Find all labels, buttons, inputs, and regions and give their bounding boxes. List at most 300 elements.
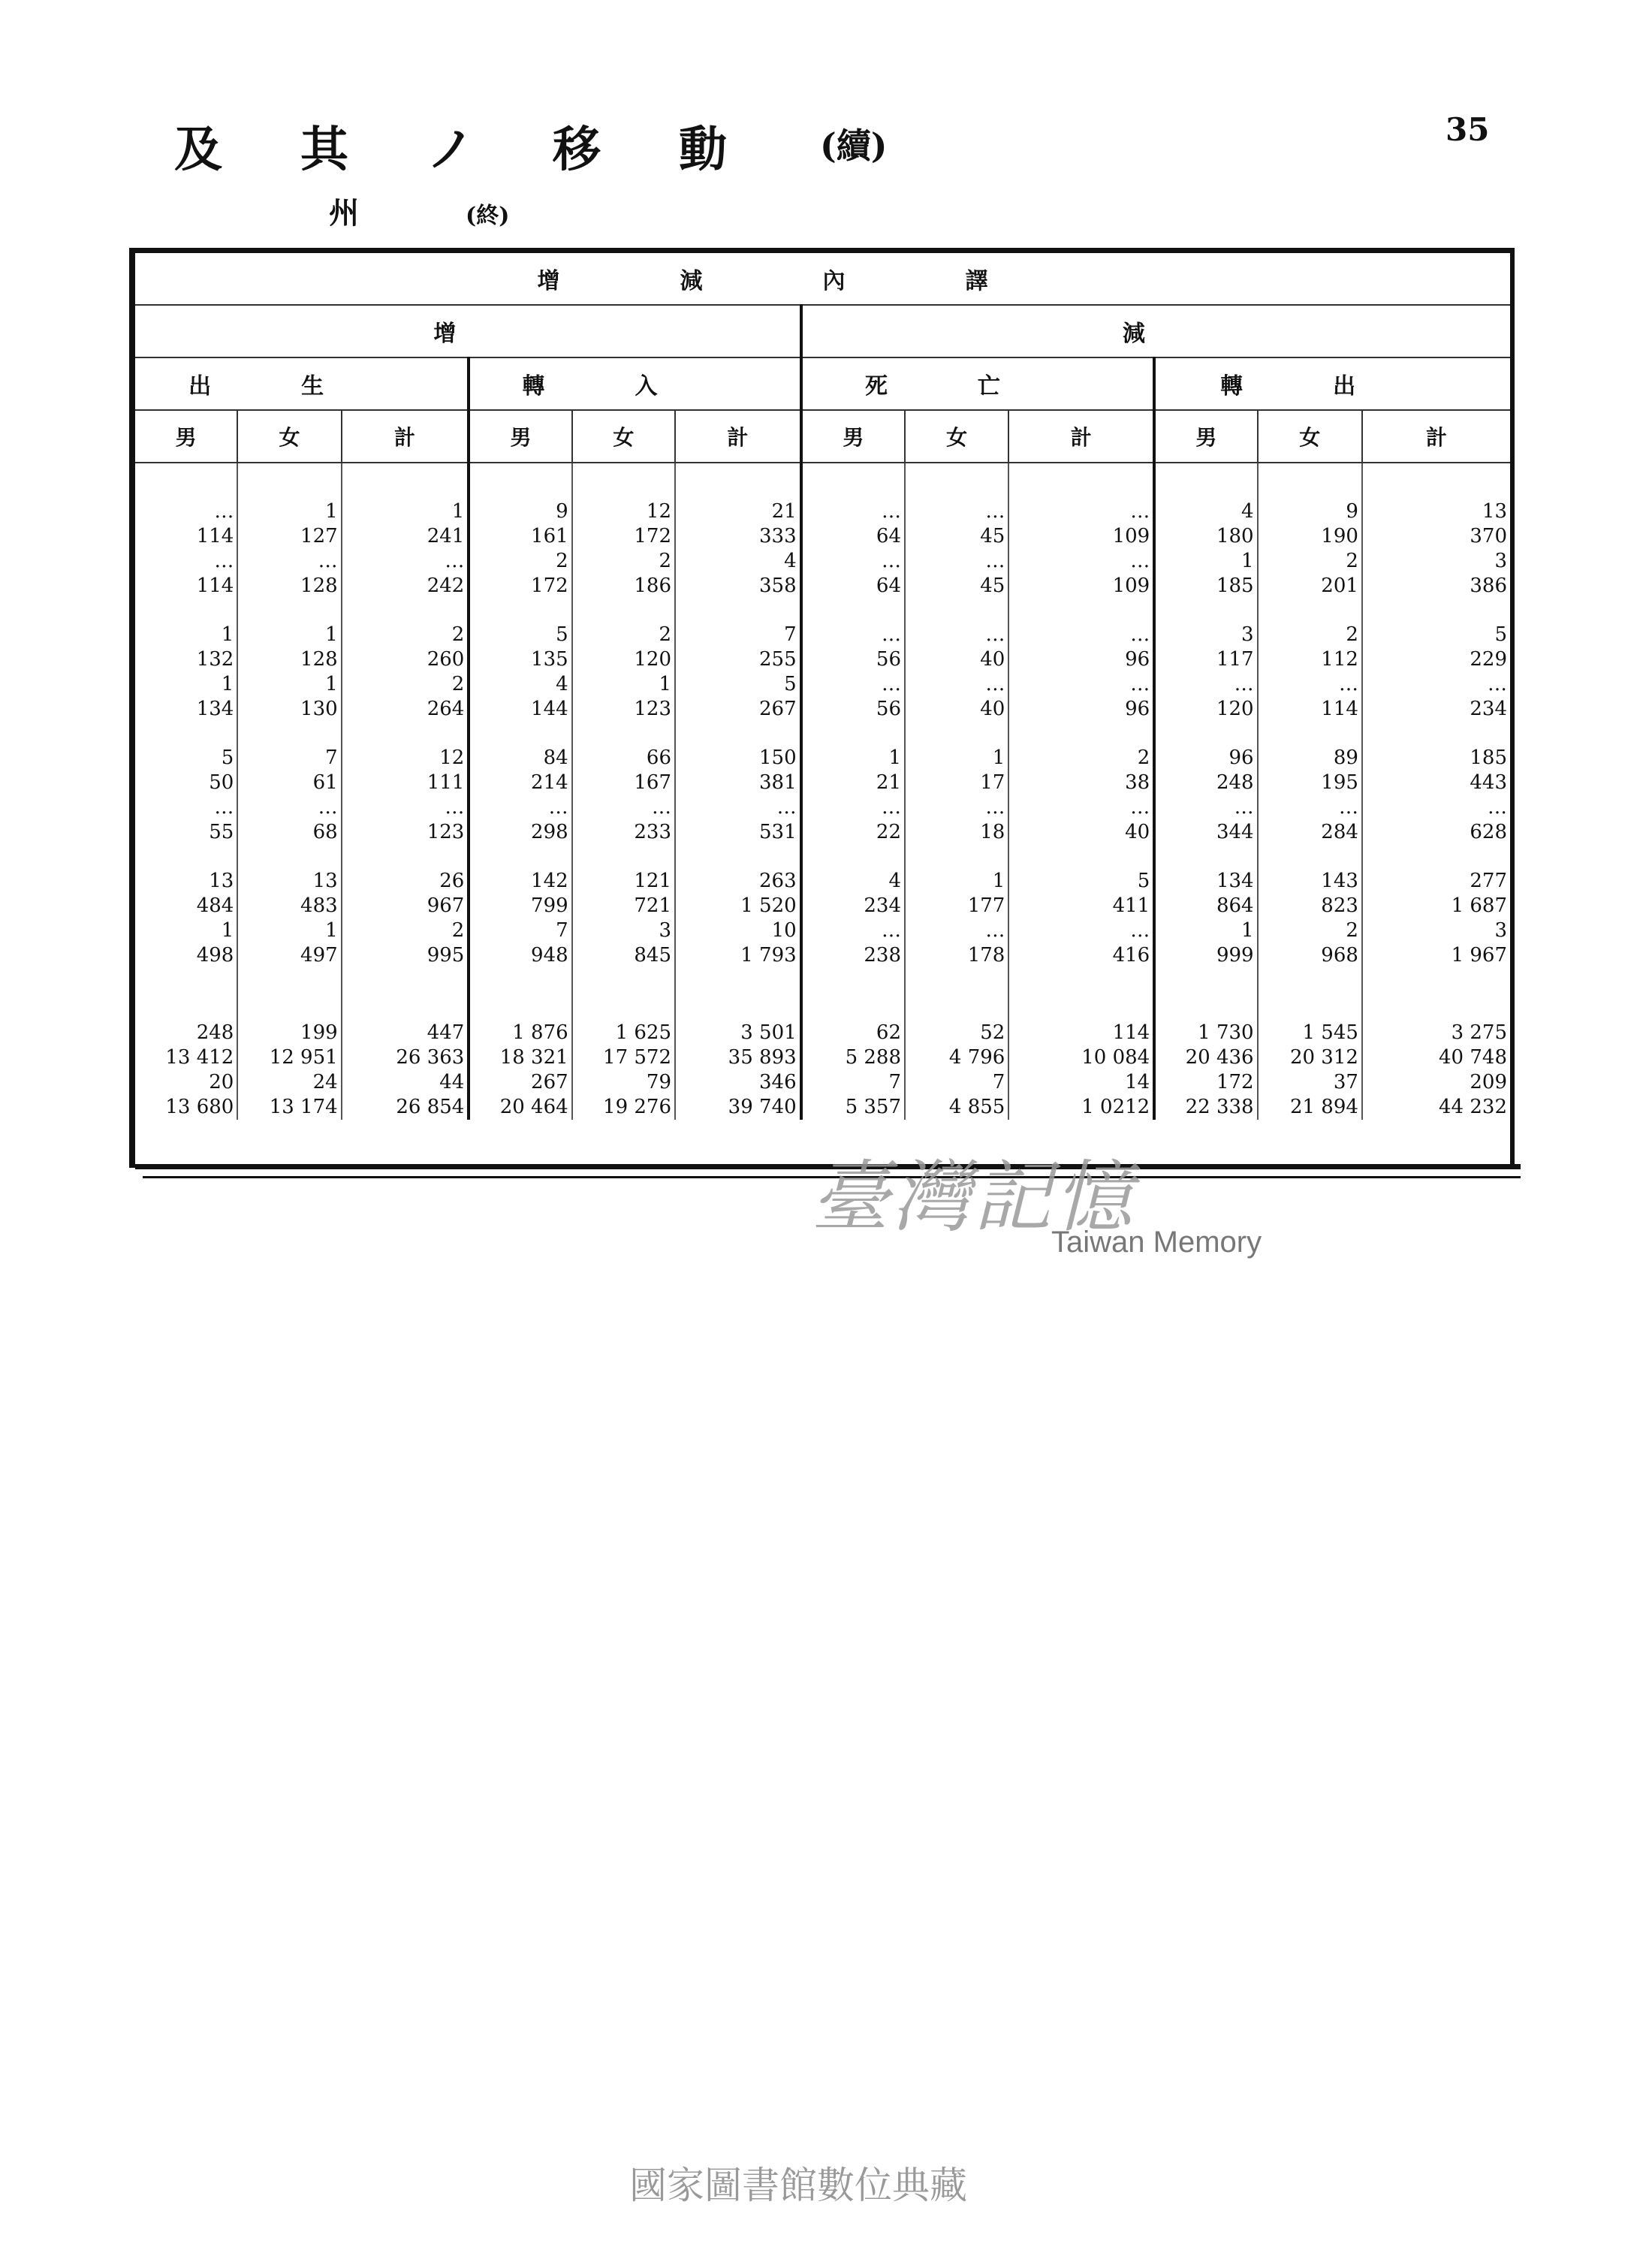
title-continued-mark: (續): [820, 125, 888, 166]
table-cell: 264: [342, 697, 469, 722]
table-cell: …: [905, 918, 1008, 943]
col-header: 女: [1258, 410, 1362, 463]
table-cell: 117: [1154, 647, 1257, 672]
table-cell: 344: [1154, 820, 1257, 845]
gap-cell: [342, 968, 469, 1021]
table-cell: 26: [342, 869, 469, 894]
gap-cell: [469, 845, 571, 869]
gap-cell: [572, 599, 675, 623]
table-cell: 233: [572, 820, 675, 845]
table-cell: 10 084: [1008, 1045, 1154, 1070]
table-cell: 248: [135, 1021, 237, 1045]
table-cell: 2: [1258, 918, 1362, 943]
section-subtitle: 州: [329, 195, 359, 231]
gap-cell: [905, 599, 1008, 623]
table-cell: 114: [135, 524, 237, 549]
table-cell: 214: [469, 771, 571, 795]
spacer-cell: [1258, 463, 1362, 499]
table-cell: 38: [1008, 771, 1154, 795]
table-cell: …: [572, 795, 675, 820]
table-cell: …: [1488, 796, 1507, 819]
table-cell: 263: [675, 869, 801, 894]
col-header: 計: [675, 410, 801, 463]
table-cell: 190: [1258, 524, 1362, 549]
table-cell: 40: [905, 697, 1008, 722]
table-cell: 2: [1258, 623, 1362, 647]
gap-cell: [1362, 845, 1510, 869]
table-cell: 242: [342, 574, 469, 599]
table-cell: …: [135, 499, 237, 524]
table-cell: 12 951: [237, 1045, 341, 1070]
table-cell: 3: [572, 918, 675, 943]
table-cell: 167: [572, 771, 675, 795]
col-header: 女: [237, 410, 341, 463]
gap-cell: [1008, 968, 1154, 1021]
gap-cell: [675, 599, 801, 623]
table-row: [135, 1021, 1510, 1045]
table-cell: 55: [135, 820, 237, 845]
table-cell: 333: [675, 524, 801, 549]
gap-cell: [237, 845, 341, 869]
table-cell: 142: [469, 869, 571, 894]
table-cell: 1: [237, 623, 341, 647]
table-cell: 9: [1258, 499, 1362, 524]
table-cell: 1: [342, 499, 469, 524]
table-cell: 1 545: [1258, 1021, 1362, 1045]
table-cell: …: [342, 549, 469, 574]
col-header: 計: [342, 410, 469, 463]
table-cell: 1: [1154, 918, 1257, 943]
table-body: [135, 463, 1510, 1120]
gap-cell: [1362, 722, 1510, 746]
table-row: [135, 574, 1510, 599]
table-cell: 123: [572, 697, 675, 722]
table-group-gap: [135, 599, 1510, 623]
table-cell: 143: [1258, 869, 1362, 894]
table-cell: 17 572: [572, 1045, 675, 1070]
table-cell: 1: [905, 746, 1008, 771]
table-cell: 19 276: [572, 1095, 675, 1120]
table-cell: 114: [1258, 697, 1362, 722]
table-cell: 7: [469, 918, 571, 943]
table-cell: 3 275: [1451, 1021, 1507, 1044]
table-cell: 1: [237, 918, 341, 943]
table-cell: 5: [675, 672, 801, 697]
gap-cell: [801, 722, 905, 746]
table-row: [135, 697, 1510, 722]
header-breakdown: 增減內譯: [135, 253, 1510, 305]
table-cell: 531: [675, 820, 801, 845]
gap-cell: [1258, 599, 1362, 623]
col-header: 男: [801, 410, 905, 463]
table-cell: 255: [675, 647, 801, 672]
table-cell: 234: [1470, 698, 1507, 720]
table-cell: 56: [801, 647, 905, 672]
table-row: [135, 795, 1510, 820]
table-cell: 1: [135, 918, 237, 943]
gap-cell: [801, 968, 905, 1021]
gap-cell: [1154, 968, 1257, 1021]
table-cell: 209: [1470, 1071, 1507, 1093]
spacer-cell: [135, 463, 237, 499]
table-cell: 248: [1154, 771, 1257, 795]
page-number: 35: [1446, 111, 1490, 148]
table-cell: 13 680: [135, 1095, 237, 1120]
table-cell: 56: [801, 697, 905, 722]
table-cell: 172: [572, 524, 675, 549]
table-cell: 12: [342, 746, 469, 771]
table-cell: 2: [1258, 549, 1362, 574]
table-cell: 721: [572, 894, 675, 918]
table-cell: 7: [801, 1070, 905, 1095]
table-cell: 260: [342, 647, 469, 672]
col-header: 計: [1362, 410, 1510, 463]
table-cell: 52: [905, 1021, 1008, 1045]
gap-cell: [469, 722, 571, 746]
table-spacer-row: [135, 463, 1510, 499]
table-cell: …: [675, 795, 801, 820]
gap-cell: [675, 968, 801, 1021]
table-cell: 45: [905, 524, 1008, 549]
table-cell: 68: [237, 820, 341, 845]
gap-cell: [469, 599, 571, 623]
gap-cell: [237, 968, 341, 1021]
table-cell: 121: [572, 869, 675, 894]
gap-cell: [135, 722, 237, 746]
table-cell: 3: [1494, 550, 1507, 572]
table-cell: 96: [1008, 697, 1154, 722]
table-cell: 447: [342, 1021, 469, 1045]
table-cell: 84: [469, 746, 571, 771]
table-cell: 234: [801, 894, 905, 918]
table-cell: 2: [572, 623, 675, 647]
spacer-cell: [801, 463, 905, 499]
table-cell: 128: [237, 574, 341, 599]
table-cell: 483: [237, 894, 341, 918]
table-cell: 7: [237, 746, 341, 771]
table-cell: 18: [905, 820, 1008, 845]
table-cell: 2: [342, 672, 469, 697]
table-cell: 37: [1258, 1070, 1362, 1095]
table-cell: …: [801, 795, 905, 820]
col-header: 女: [905, 410, 1008, 463]
table-cell: 298: [469, 820, 571, 845]
table-cell: 1: [237, 672, 341, 697]
table-cell: 109: [1008, 524, 1154, 549]
table-cell: 1: [905, 869, 1008, 894]
gap-cell: [675, 722, 801, 746]
statistics-table: [135, 253, 1510, 1120]
table-cell: …: [1008, 672, 1154, 697]
table-cell: 20 436: [1154, 1045, 1257, 1070]
col-header: 男: [135, 410, 237, 463]
table-cell: 1 876: [469, 1021, 571, 1045]
table-cell: 1: [237, 499, 341, 524]
table-cell: 128: [237, 647, 341, 672]
table-cell: …: [342, 795, 469, 820]
col-header: 計: [1008, 410, 1154, 463]
table-cell: 44: [342, 1070, 469, 1095]
table-row: [135, 623, 1510, 647]
table-cell: …: [801, 623, 905, 647]
table-cell: 79: [572, 1070, 675, 1095]
table-cell: 64: [801, 574, 905, 599]
gap-cell: [135, 968, 237, 1021]
table-cell: 24: [237, 1070, 341, 1095]
table-row: [135, 672, 1510, 697]
table-cell: 185: [1154, 574, 1257, 599]
table-cell: 185: [1470, 746, 1507, 769]
table-cell: 1 730: [1154, 1021, 1257, 1045]
table-cell: 1 0212: [1008, 1095, 1154, 1120]
table-cell: 1: [572, 672, 675, 697]
gap-cell: [237, 722, 341, 746]
gap-cell: [1258, 722, 1362, 746]
table-cell: 4: [801, 869, 905, 894]
table-cell: 9: [469, 499, 571, 524]
table-cell: 1 520: [675, 894, 801, 918]
table-cell: 35 893: [675, 1045, 801, 1070]
gap-cell: [572, 968, 675, 1021]
table-cell: 199: [237, 1021, 341, 1045]
table-cell: 4: [469, 672, 571, 697]
table-cell: …: [135, 795, 237, 820]
gap-cell: [135, 845, 237, 869]
table-cell: 1: [1154, 549, 1257, 574]
spacer-cell: [237, 463, 341, 499]
table-cell: 5: [1008, 869, 1154, 894]
table-row: [135, 820, 1510, 845]
table-cell: 346: [675, 1070, 801, 1095]
table-cell: 4 796: [905, 1045, 1008, 1070]
gap-cell: [905, 845, 1008, 869]
table-cell: 150: [675, 746, 801, 771]
watermark-chinese: 臺灣記憶: [811, 1151, 1136, 1243]
table-cell: 386: [1470, 575, 1507, 597]
table-cell: 5 357: [801, 1095, 905, 1120]
gap-cell: [469, 968, 571, 1021]
gap-cell: [1154, 722, 1257, 746]
watermark-english: Taiwan Memory: [1051, 1226, 1262, 1259]
table-cell: …: [469, 795, 571, 820]
table-cell: …: [237, 795, 341, 820]
gap-cell: [675, 845, 801, 869]
table-row: [135, 1095, 1510, 1120]
footer-archive-credit: 國家圖書館數位典藏: [629, 2164, 967, 2207]
spacer-cell: [342, 463, 469, 499]
table-row: [135, 869, 1510, 894]
spacer-cell: [572, 463, 675, 499]
table-cell: 4 855: [905, 1095, 1008, 1120]
table-cell: …: [905, 672, 1008, 697]
table-cell: 18 321: [469, 1045, 571, 1070]
gap-cell: [572, 722, 675, 746]
table-cell: 1: [135, 672, 237, 697]
gap-cell: [135, 599, 237, 623]
table-cell: 864: [1154, 894, 1257, 918]
table-cell: 4: [675, 549, 801, 574]
table-cell: …: [1488, 673, 1507, 695]
table-cell: 127: [237, 524, 341, 549]
table-row: [135, 746, 1510, 771]
table-cell: 26 854: [342, 1095, 469, 1120]
gap-cell: [905, 722, 1008, 746]
gap-cell: [342, 845, 469, 869]
table-cell: 229: [1470, 648, 1507, 671]
table-cell: 7: [905, 1070, 1008, 1095]
gap-cell: [1154, 845, 1257, 869]
header-birth: 出生: [135, 357, 469, 410]
table-cell: 2: [469, 549, 571, 574]
table-cell: 180: [1154, 524, 1257, 549]
table-cell: 498: [135, 943, 237, 968]
table-cell: 497: [237, 943, 341, 968]
table-row: [135, 1045, 1510, 1070]
gap-cell: [237, 599, 341, 623]
table-cell: 22: [801, 820, 905, 845]
table-cell: 44 232: [1439, 1096, 1507, 1118]
table-cell: 61: [237, 771, 341, 795]
table-cell: 284: [1258, 820, 1362, 845]
table-cell: 66: [572, 746, 675, 771]
table-cell: 799: [469, 894, 571, 918]
table-cell: …: [1008, 549, 1154, 574]
table-cell: 96: [1008, 647, 1154, 672]
gap-cell: [1362, 968, 1510, 1021]
gap-cell: [905, 968, 1008, 1021]
watermark: [811, 1134, 1262, 1259]
table-cell: 416: [1008, 943, 1154, 968]
gap-cell: [342, 599, 469, 623]
table-cell: 96: [1154, 746, 1257, 771]
table-cell: 21 894: [1258, 1095, 1362, 1120]
table-cell: 2: [572, 549, 675, 574]
spacer-cell: [1362, 463, 1510, 499]
table-cell: 1 687: [1451, 894, 1507, 917]
spacer-cell: [469, 463, 571, 499]
table-cell: …: [135, 549, 237, 574]
table-row: [135, 771, 1510, 795]
table-cell: 13 412: [135, 1045, 237, 1070]
table-cell: 823: [1258, 894, 1362, 918]
table-cell: 112: [1258, 647, 1362, 672]
table-cell: …: [801, 549, 905, 574]
table-cell: …: [1008, 795, 1154, 820]
table-cell: 109: [1008, 574, 1154, 599]
table-cell: 114: [135, 574, 237, 599]
table-cell: 1: [135, 623, 237, 647]
col-header: 女: [572, 410, 675, 463]
table-cell: 3: [1494, 919, 1507, 942]
table-cell: 135: [469, 647, 571, 672]
table-cell: 267: [675, 697, 801, 722]
table-cell: 948: [469, 943, 571, 968]
table-cell: 3: [1154, 623, 1257, 647]
table-cell: 4: [1154, 499, 1257, 524]
table-cell: 120: [572, 647, 675, 672]
gap-cell: [1008, 599, 1154, 623]
spacer-cell: [675, 463, 801, 499]
gap-cell: [801, 845, 905, 869]
table-cell: 968: [1258, 943, 1362, 968]
table-cell: 967: [342, 894, 469, 918]
table-cell: 40: [905, 647, 1008, 672]
gap-cell: [342, 722, 469, 746]
table-cell: 13 174: [237, 1095, 341, 1120]
table-cell: 999: [1154, 943, 1257, 968]
table-cell: 3 501: [675, 1021, 801, 1045]
table-group-gap: [135, 968, 1510, 1021]
table-cell: …: [1008, 623, 1154, 647]
header-decrease: 減: [801, 305, 1510, 357]
statistics-table-frame: [129, 248, 1515, 1168]
spacer-cell: [1154, 463, 1257, 499]
table-cell: 411: [1008, 894, 1154, 918]
table-cell: 144: [469, 697, 571, 722]
table-cell: 123: [342, 820, 469, 845]
table-cell: 241: [342, 524, 469, 549]
table-cell: 26 363: [342, 1045, 469, 1070]
table-cell: 14: [1008, 1070, 1154, 1095]
table-row: [135, 894, 1510, 918]
table-cell: 134: [135, 697, 237, 722]
table-cell: 172: [1154, 1070, 1257, 1095]
table-cell: …: [1154, 672, 1257, 697]
page-title: 及其ノ移動: [174, 122, 805, 178]
table-cell: …: [1258, 672, 1362, 697]
table-cell: 62: [801, 1021, 905, 1045]
table-cell: 370: [1470, 525, 1507, 547]
table-cell: 111: [342, 771, 469, 795]
table-cell: …: [905, 795, 1008, 820]
table-cell: 7: [675, 623, 801, 647]
header-transfer-in: 轉入: [469, 357, 800, 410]
table-cell: 45: [905, 574, 1008, 599]
table-cell: 64: [801, 524, 905, 549]
table-cell: 628: [1470, 821, 1507, 843]
table-cell: 20: [135, 1070, 237, 1095]
table-cell: 13: [1482, 500, 1507, 523]
gap-cell: [1008, 845, 1154, 869]
table-cell: 2: [342, 918, 469, 943]
table-cell: 201: [1258, 574, 1362, 599]
gap-cell: [1008, 722, 1154, 746]
table-cell: 1 625: [572, 1021, 675, 1045]
table-row: [135, 549, 1510, 574]
table-cell: 13: [135, 869, 237, 894]
table-cell: 5: [135, 746, 237, 771]
table-row: [135, 1070, 1510, 1095]
gap-cell: [1258, 845, 1362, 869]
table-cell: 177: [905, 894, 1008, 918]
table-cell: 277: [1470, 870, 1507, 892]
table-cell: 358: [675, 574, 801, 599]
table-cell: …: [905, 499, 1008, 524]
header-transfer-out: 轉出: [1154, 357, 1510, 410]
table-cell: …: [801, 672, 905, 697]
table-cell: 5: [1494, 623, 1507, 646]
table-cell: 22 338: [1154, 1095, 1257, 1120]
table-cell: …: [1008, 499, 1154, 524]
table-cell: 89: [1258, 746, 1362, 771]
section-subtitle-note: (終): [466, 203, 510, 229]
table-cell: …: [1154, 795, 1257, 820]
gap-cell: [572, 845, 675, 869]
table-cell: 12: [572, 499, 675, 524]
gap-cell: [801, 599, 905, 623]
table-cell: 2: [1008, 746, 1154, 771]
table-cell: 484: [135, 894, 237, 918]
